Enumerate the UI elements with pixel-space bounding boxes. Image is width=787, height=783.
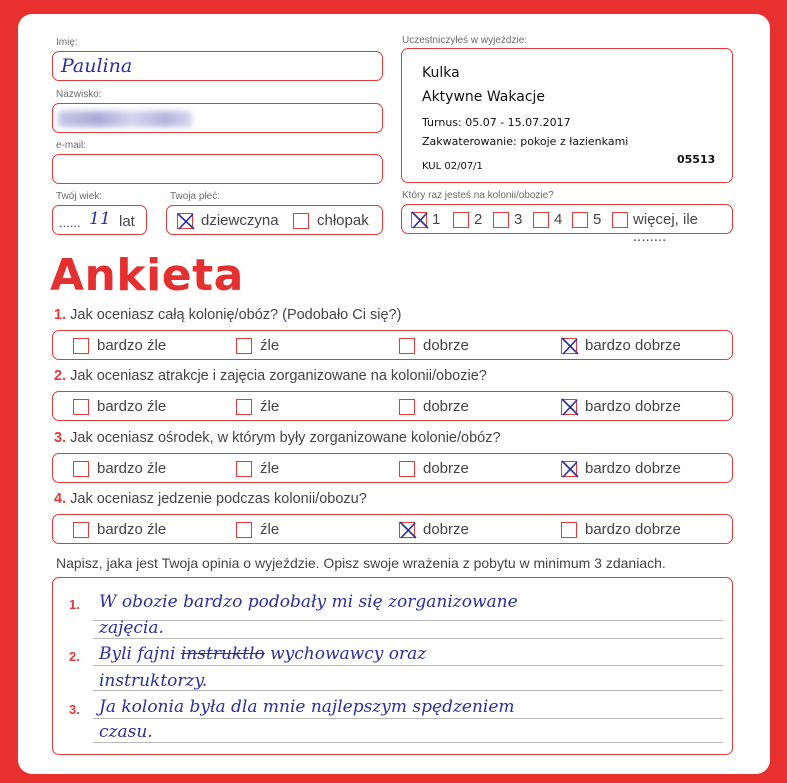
- trip-number: 05513: [677, 153, 716, 166]
- opinion-line-2: zajęcia.: [99, 618, 164, 638]
- rule-line: [93, 665, 723, 666]
- rating-4-option-3-checkbox[interactable]: [399, 522, 415, 538]
- trip-label: Uczestniczyłeś w wyjeździe:: [402, 35, 528, 46]
- rating-option-label: bardzo dobrze: [585, 460, 681, 477]
- redacted-surname: [58, 111, 192, 127]
- question-number: 3.: [54, 430, 67, 446]
- opinion-line-3a: Byli fajni: [99, 644, 181, 664]
- trip-info-box: [401, 48, 733, 183]
- question-number: 1.: [54, 307, 67, 323]
- line-number-1: 1.: [69, 597, 80, 612]
- surname-label: Nazwisko:: [56, 89, 102, 100]
- gender-male-checkbox[interactable]: [293, 213, 309, 229]
- rating-option-label: źle: [260, 521, 280, 538]
- cross-mark-icon: [559, 335, 581, 357]
- rating-1-option-1-checkbox[interactable]: [73, 338, 89, 354]
- times-2-checkbox[interactable]: [453, 212, 469, 228]
- question-text: Jak oceniasz całą kolonię/obóz? (Podobało Ci się?): [70, 307, 402, 323]
- cross-mark-icon: [559, 396, 581, 418]
- times-field: [401, 204, 733, 245]
- rating-2-option-3-checkbox[interactable]: [399, 399, 415, 415]
- rating-option-label: bardzo dobrze: [585, 521, 681, 538]
- cross-mark-icon: [175, 210, 197, 232]
- trip-name: Kulka: [422, 65, 460, 81]
- cross-mark-icon: [559, 458, 581, 480]
- rating-option-label: źle: [260, 460, 280, 477]
- question-text: Jak oceniasz ośrodek, w którym były zorganizowane kolonie/obóz?: [70, 430, 501, 446]
- rating-3-option-2-checkbox[interactable]: [236, 461, 252, 477]
- rating-2-option-1-checkbox[interactable]: [73, 399, 89, 415]
- rating-row-4: [52, 514, 733, 544]
- email-label: e-mail:: [56, 140, 87, 151]
- opinion-line-3b: wychowawcy oraz: [264, 644, 427, 664]
- times-5-checkbox[interactable]: [572, 212, 588, 228]
- rating-2-option-4-checkbox[interactable]: [561, 399, 577, 415]
- rating-1-option-4-checkbox[interactable]: [561, 338, 577, 354]
- rating-option-label: bardzo dobrze: [585, 398, 681, 415]
- rule-line: [93, 620, 723, 621]
- rating-option-label: źle: [260, 398, 280, 415]
- times-more-checkbox[interactable]: [612, 212, 628, 228]
- times-1-checkbox[interactable]: [411, 212, 427, 228]
- times-4-checkbox[interactable]: [533, 212, 549, 228]
- rating-option-label: dobrze: [423, 337, 469, 354]
- times-2-label: 2: [474, 211, 483, 228]
- gender-female-label: dziewczyna: [201, 212, 279, 229]
- times-more-label: więcej, ile ........: [633, 211, 699, 245]
- opinion-line-1: W obozie bardzo podobały mi się zorganizowane: [99, 592, 518, 612]
- rating-option-label: bardzo źle: [97, 398, 167, 415]
- rating-option-label: dobrze: [423, 521, 469, 538]
- rating-option-label: źle: [260, 337, 280, 354]
- rating-4-option-4-checkbox[interactable]: [561, 522, 577, 538]
- age-dots: ......: [59, 215, 81, 230]
- cross-mark-icon: [397, 519, 419, 541]
- times-5-label: 5: [593, 211, 602, 228]
- trip-accommodation: Zakwaterowanie: pokoje z łazienkami: [422, 135, 629, 148]
- rating-3-option-4-checkbox[interactable]: [561, 461, 577, 477]
- rating-3-option-3-checkbox[interactable]: [399, 461, 415, 477]
- trip-program: Aktywne Wakacje: [422, 89, 546, 105]
- rating-row-1: [52, 330, 733, 360]
- opinion-prompt: Napisz, jaka jest Twoja opinia o wyjeździe. Opisz swoje wrażenia z pobytu w minimum 3 zdaniach.: [56, 555, 666, 571]
- rule-line: [93, 638, 723, 639]
- name-field[interactable]: [52, 51, 383, 81]
- question-4: [54, 491, 367, 507]
- gender-label: Twoja płeć:: [170, 191, 221, 202]
- age-label: Twój wiek:: [56, 191, 103, 202]
- rating-option-label: bardzo źle: [97, 460, 167, 477]
- times-1-label: 1: [432, 211, 441, 228]
- age-value: 11: [89, 209, 111, 229]
- times-4-label: 4: [554, 211, 563, 228]
- name-label: Imię:: [56, 37, 78, 48]
- gender-field: [166, 205, 383, 235]
- opinion-field[interactable]: [52, 577, 733, 755]
- age-unit: lat: [119, 213, 135, 230]
- question-number: 4.: [54, 491, 67, 507]
- rating-option-label: bardzo źle: [97, 337, 167, 354]
- rating-row-2: [52, 391, 733, 421]
- rating-1-option-2-checkbox[interactable]: [236, 338, 252, 354]
- gender-female-checkbox[interactable]: [177, 213, 193, 229]
- times-label: Który raz jesteś na kolonii/obozie?: [402, 190, 554, 201]
- rule-line: [93, 742, 723, 743]
- times-3-label: 3: [514, 211, 523, 228]
- trip-code: KUL 02/07/1: [422, 161, 483, 172]
- email-field[interactable]: [52, 154, 383, 184]
- opinion-line-4: instruktorzy.: [99, 671, 208, 691]
- question-3: [54, 430, 501, 446]
- opinion-strikethrough: instruktlo: [180, 644, 265, 664]
- rating-option-label: dobrze: [423, 398, 469, 415]
- question-text: Jak oceniasz atrakcje i zajęcia zorganizowane na kolonii/obozie?: [70, 368, 487, 384]
- question-2: [54, 368, 487, 384]
- opinion-line-3: [99, 644, 426, 664]
- line-number-2: 2.: [69, 649, 80, 664]
- gender-male-label: chłopak: [317, 212, 369, 229]
- rating-option-label: bardzo dobrze: [585, 337, 681, 354]
- line-number-3: 3.: [69, 702, 80, 717]
- question-text: Jak oceniasz jedzenie podczas kolonii/obozu?: [70, 491, 367, 507]
- rating-option-label: bardzo źle: [97, 521, 167, 538]
- question-1: [54, 307, 401, 323]
- age-field[interactable]: [52, 205, 147, 235]
- name-value: Paulina: [61, 55, 133, 77]
- rating-4-option-2-checkbox[interactable]: [236, 522, 252, 538]
- times-3-checkbox[interactable]: [493, 212, 509, 228]
- opinion-line-5: Ja kolonia była dla mnie najlepszym spędzeniem: [99, 697, 515, 717]
- cross-mark-icon: [409, 209, 431, 231]
- opinion-line-6: czasu.: [99, 722, 153, 742]
- page-title: Ankieta: [50, 250, 244, 301]
- rule-line: [93, 718, 723, 719]
- rating-2-option-2-checkbox[interactable]: [236, 399, 252, 415]
- trip-turnus: Turnus: 05.07 - 15.07.2017: [422, 116, 571, 129]
- rating-option-label: dobrze: [423, 460, 469, 477]
- rating-1-option-3-checkbox[interactable]: [399, 338, 415, 354]
- rating-4-option-1-checkbox[interactable]: [73, 522, 89, 538]
- question-number: 2.: [54, 368, 67, 384]
- rating-3-option-1-checkbox[interactable]: [73, 461, 89, 477]
- rating-row-3: [52, 453, 733, 483]
